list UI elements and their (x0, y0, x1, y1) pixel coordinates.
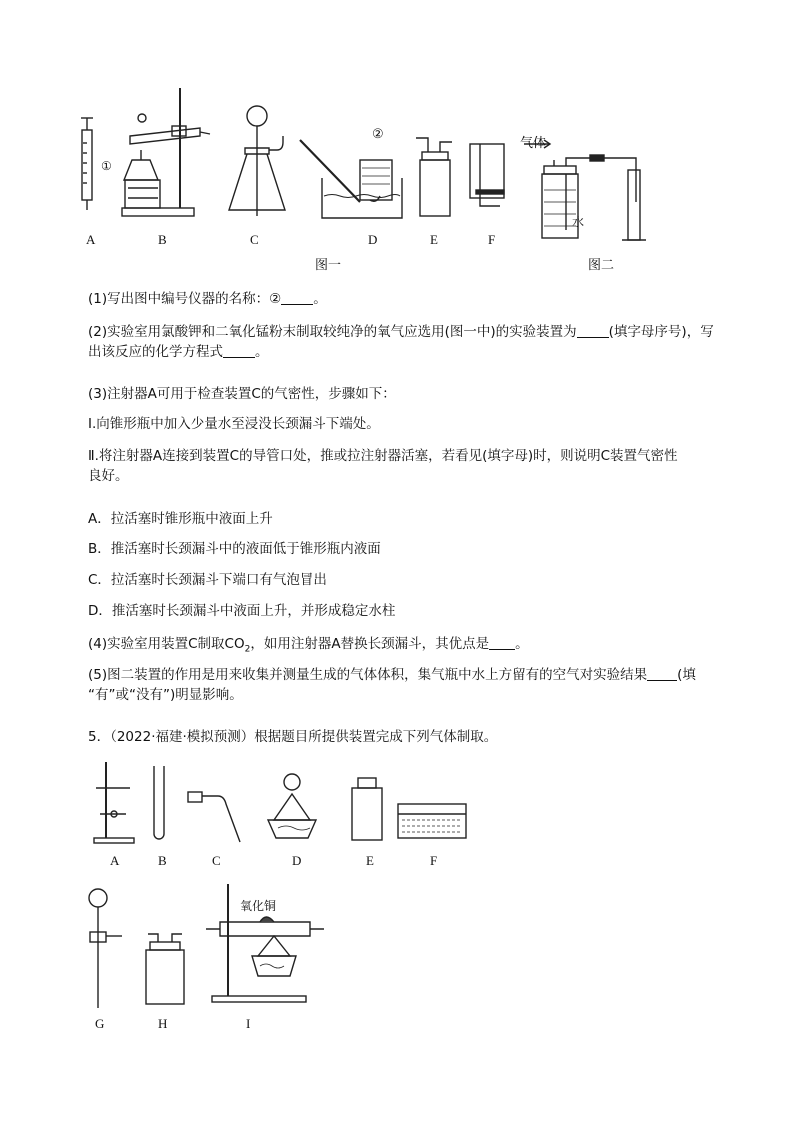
question-5 (88, 665, 728, 705)
water-label: 水 (572, 215, 585, 229)
figure4-label-h: H (158, 1016, 168, 1031)
figure1-label-c: C (250, 232, 259, 247)
question-5-text-b: (填 (677, 667, 696, 683)
figure3-label-e: E (366, 853, 374, 868)
figure3-label-a: A (110, 853, 120, 868)
question-3-step-2-end: 良好。 (88, 468, 129, 484)
question-1-end: 。 (313, 291, 327, 307)
question-4-text-a: (4)实验室用装置C制取CO (88, 636, 245, 652)
question-2-end: 。 (255, 344, 269, 360)
test-tube-b (154, 766, 164, 839)
answer-blank-5[interactable] (647, 667, 677, 681)
answer-blank-4[interactable] (489, 636, 515, 650)
figure1-label-f: F (488, 232, 496, 247)
gas-bottle-h (146, 934, 184, 1004)
question-3: (3)注射器A可用于检查装置C的气密性，步骤如下： (88, 386, 396, 402)
container-f (470, 144, 504, 206)
gas-bottle-e (416, 138, 452, 216)
figure3-label-d: D (292, 853, 302, 868)
figure3-label-c: C (212, 853, 221, 868)
figure4-label-g: G (95, 1016, 105, 1031)
question-4-text-b: ，如用注射器A替换长颈漏斗，其优点是 (250, 636, 490, 652)
figure-4-apparatus (80, 880, 330, 1010)
option-a[interactable]: A．拉活塞时锥形瓶中液面上升 (88, 511, 273, 527)
question-1-text: (1)写出图中编号仪器的名称：② (88, 291, 282, 307)
figure3-label-f: F (430, 853, 438, 868)
trough-f (398, 804, 466, 838)
option-c[interactable]: C．拉活塞时长颈漏斗下端口有气泡冒出 (88, 572, 327, 588)
stopper-tube-c (188, 792, 240, 842)
figure1-label-b: B (158, 232, 167, 247)
option-d[interactable]: D．推活塞时长颈漏斗中液面上升，并形成稳定水柱 (88, 603, 396, 619)
figure-1-apparatus (70, 88, 510, 228)
answer-blank-1[interactable] (281, 291, 313, 305)
problem-5-heading: 5．（2022·福建·模拟预测）根据题目所提供装置完成下列气体制取。 (88, 729, 498, 745)
figure1-caption: 图一 (315, 258, 342, 273)
question-3-step-2 (88, 446, 728, 486)
answer-blank-2b[interactable] (223, 344, 255, 358)
figure3-label-b: B (158, 853, 167, 868)
funnel-g (89, 889, 122, 1008)
co2-subscript: 2 (244, 644, 251, 655)
syringe-a (81, 118, 93, 210)
question-5-text-a: (5)图二装置的作用是用来收集并测量生成的气体体积，集气瓶中水上方留有的空气对实验结果 (88, 667, 648, 683)
figure1-label-d: D (368, 232, 378, 247)
question-2-text-b: (填字母序号)，写 (608, 324, 714, 340)
alcohol-lamp-d (268, 774, 316, 838)
figure2-caption: 图二 (588, 258, 615, 273)
question-2-text-a: (2)实验室用氯酸钾和二氧化锰粉末制取较纯净的氧气应选用(图一中)的实验装置为 (88, 324, 577, 340)
flask-c (229, 106, 285, 216)
question-4 (88, 634, 728, 660)
option-b[interactable]: B．推活塞时长颈漏斗中的液面低于锥形瓶内液面 (88, 541, 381, 557)
marker-1: ① (101, 159, 112, 173)
question-1 (88, 289, 728, 309)
water-trough-d (300, 140, 402, 218)
question-4-end: 。 (515, 636, 529, 652)
figure4-label-i: I (246, 1016, 251, 1031)
heating-apparatus-b (122, 88, 210, 216)
question-2 (88, 322, 728, 362)
bottle-e (352, 778, 382, 840)
question-2-text-c: 出该反应的化学方程式 (88, 344, 223, 360)
marker-2: ② (372, 126, 384, 141)
answer-blank-2a[interactable] (577, 324, 609, 338)
iron-stand-a (94, 762, 134, 843)
figure1-label-e: E (430, 232, 438, 247)
question-3-step-1: Ⅰ.向锥形瓶中加入少量水至浸没长颈漏斗下端处。 (88, 416, 380, 432)
question-3-step-2-text: Ⅱ.将注射器A连接到装置C的导管口处，推或拉注射器活塞，若看见(填字母)时，则说明C装置气密性 (88, 448, 678, 464)
figure1-label-a: A (86, 232, 96, 247)
gas-label: 气体 (520, 136, 547, 151)
question-5-text-c: “有”或“没有”)明显影响。 (88, 687, 243, 703)
figure-3-apparatus (90, 758, 470, 848)
copper-oxide-label: 氧化铜 (240, 899, 277, 913)
